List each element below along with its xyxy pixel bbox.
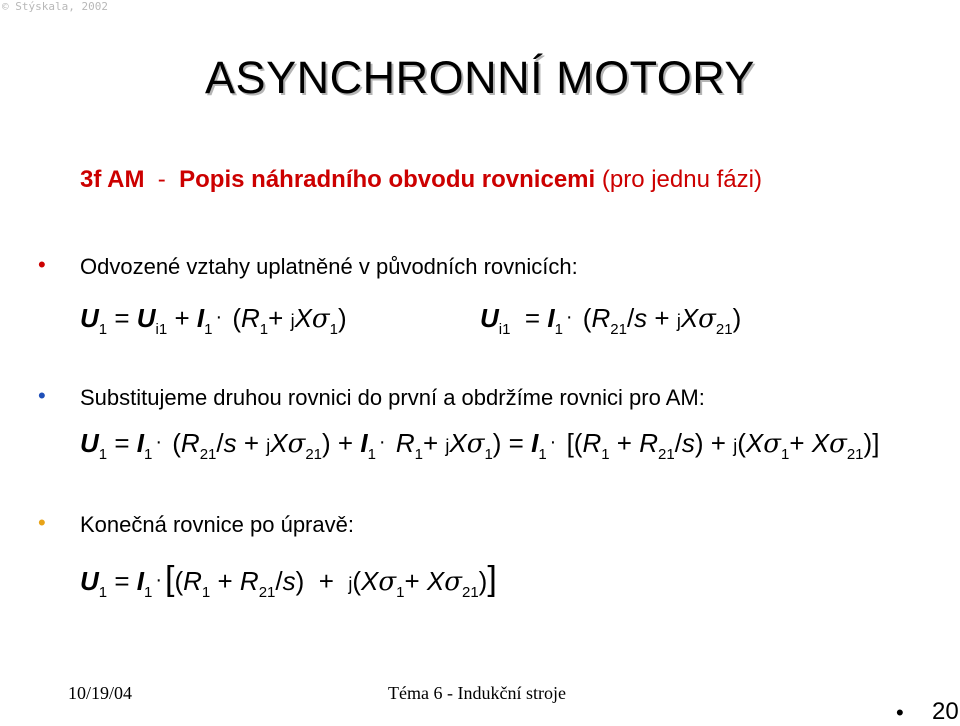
- bullet-text: Odvozené vztahy uplatněné v původních rovnicích:: [80, 254, 578, 279]
- copyright-notice: © Stýskala, 2002: [2, 0, 108, 13]
- bullet-text: Konečná rovnice po úpravě:: [80, 512, 354, 537]
- bullet-text: Substitujeme druhou rovnici do první a obdržíme rovnici pro AM:: [80, 385, 705, 410]
- bullet-dot-icon: •: [38, 510, 46, 535]
- bullet-dot-icon: •: [38, 252, 46, 277]
- equation-u1: $U_1 = U_{i1} + I_1\cdot (R_1+ jX\sigma_1)$: [80, 303, 347, 338]
- slide-subtitle: [80, 166, 762, 194]
- subtitle-prefix: 3f AM: [80, 166, 145, 193]
- subtitle-paren: (pro jednu fázi): [601, 166, 762, 193]
- bullet-dot-icon: •: [38, 383, 46, 408]
- footer-date: 10/19/04: [68, 683, 133, 703]
- subtitle-main: Popis náhradního obvodu rovnicemi: [179, 166, 596, 193]
- equation-final: $U_1 = I_1\cdot[(R_1 + R_{21}/s) + j(X\sigma_1+ X\sigma_{21})]$: [80, 560, 497, 601]
- slide-title: ASYNCHRONNÍ MOTORY: [205, 52, 755, 103]
- page-number: 20: [932, 698, 959, 725]
- equation-substituted: $U_1 = I_1\cdot (R_{21}/s + jX\sigma_{21}) + I_1\cdot R_1+ jX\sigma_1) = I_1\cdot [(R_1 + R_{21}/s) + j(X\sigma_1+ X\sigma_{21})]$: [80, 428, 880, 463]
- equation-ui1: $U_{i1} = I_1\cdot (R_{21}/s + jX\sigma_{21})$: [480, 303, 742, 338]
- page-bullet-icon: •: [896, 700, 904, 725]
- subtitle-dash: -: [157, 166, 166, 193]
- footer-topic: Téma 6 - Indukční stroje: [388, 683, 566, 703]
